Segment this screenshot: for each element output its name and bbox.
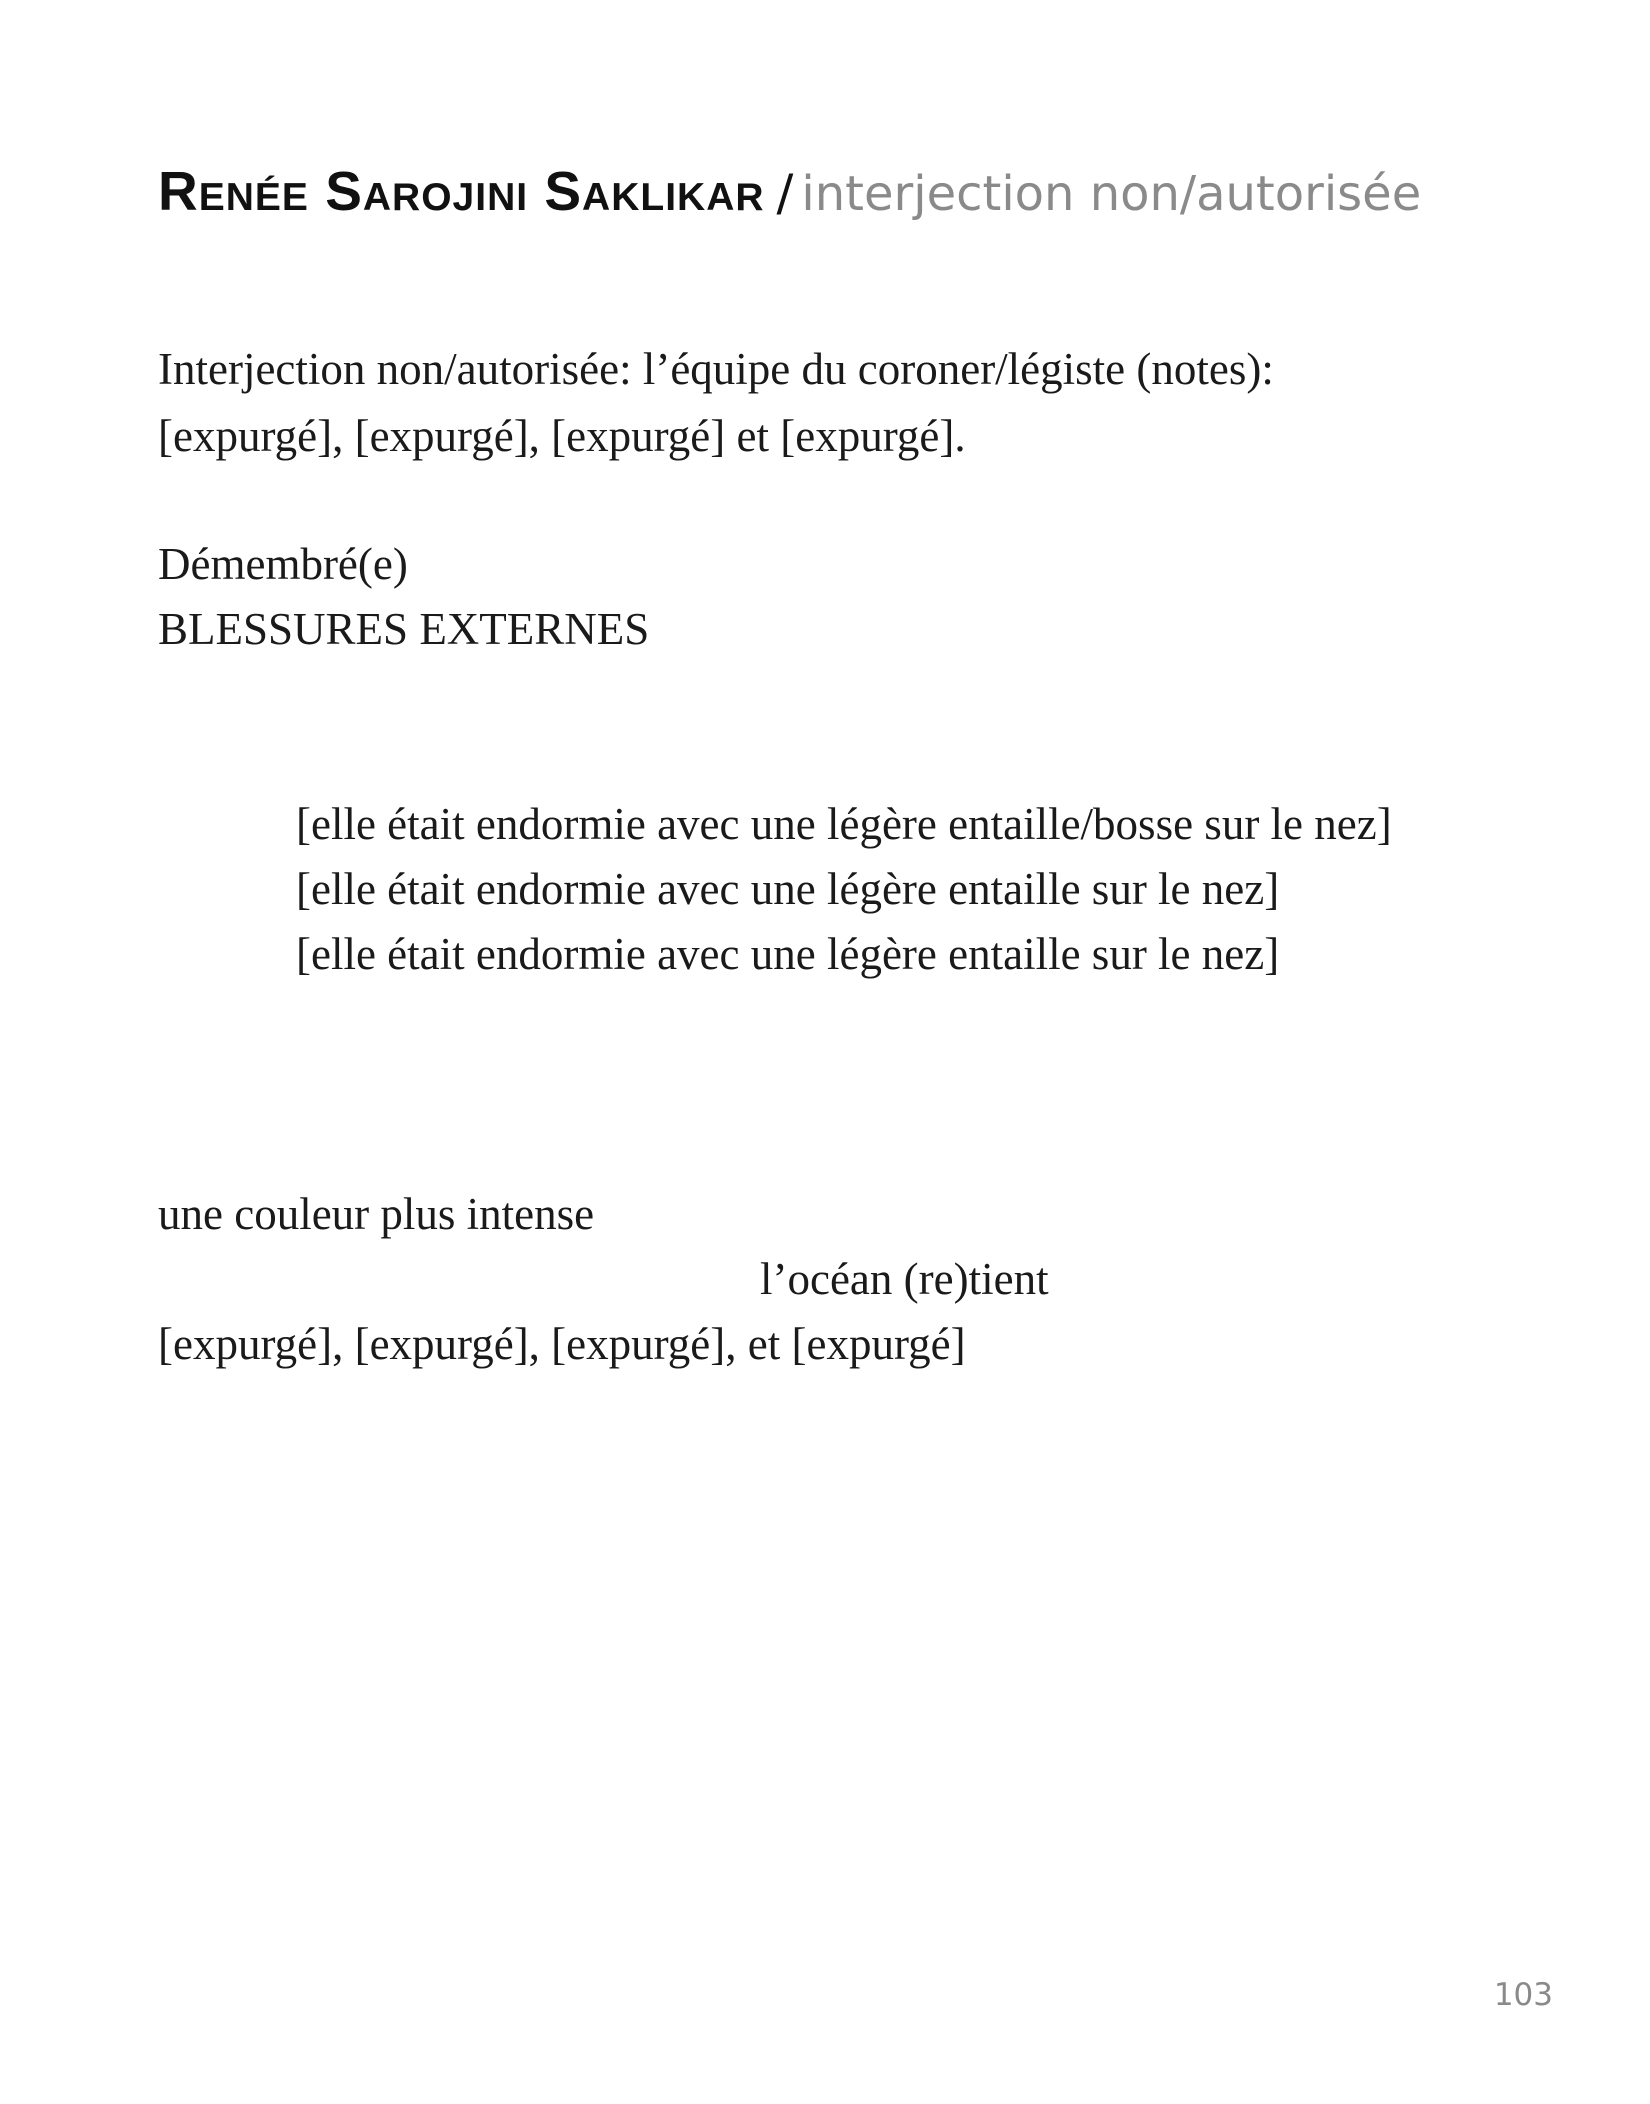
indented-line-3: [elle était endormie avec une légère entaille sur le nez] (296, 929, 1280, 979)
external-wounds-line: BLESSURES EXTERNES (158, 604, 650, 654)
intro-line-1: Interjection non/autorisée: l’équipe du coroner/légiste (notes): (158, 344, 1274, 394)
indented-line-1: [elle était endormie avec une légère entaille/bosse sur le nez] (296, 799, 1392, 849)
poem-title: interjection non/autorisée (801, 166, 1422, 222)
color-line: une couleur plus intense (158, 1189, 595, 1239)
page-heading (158, 160, 1422, 222)
author-name: Renée Sarojini Saklikar (158, 160, 765, 222)
intro-line-2: [expurgé], [expurgé], [expurgé] et [expurgé]. (158, 411, 966, 461)
page-number: 103 (1493, 1977, 1553, 2013)
final-line: [expurgé], [expurgé], [expurgé], et [expurgé] (158, 1319, 966, 1369)
ocean-line: l’océan (re)tient (760, 1254, 1049, 1304)
dismembered-line: Démembré(e) (158, 539, 408, 589)
indented-line-2: [elle était endormie avec une légère entaille sur le nez] (296, 864, 1280, 914)
heading-separator: / (776, 164, 794, 222)
